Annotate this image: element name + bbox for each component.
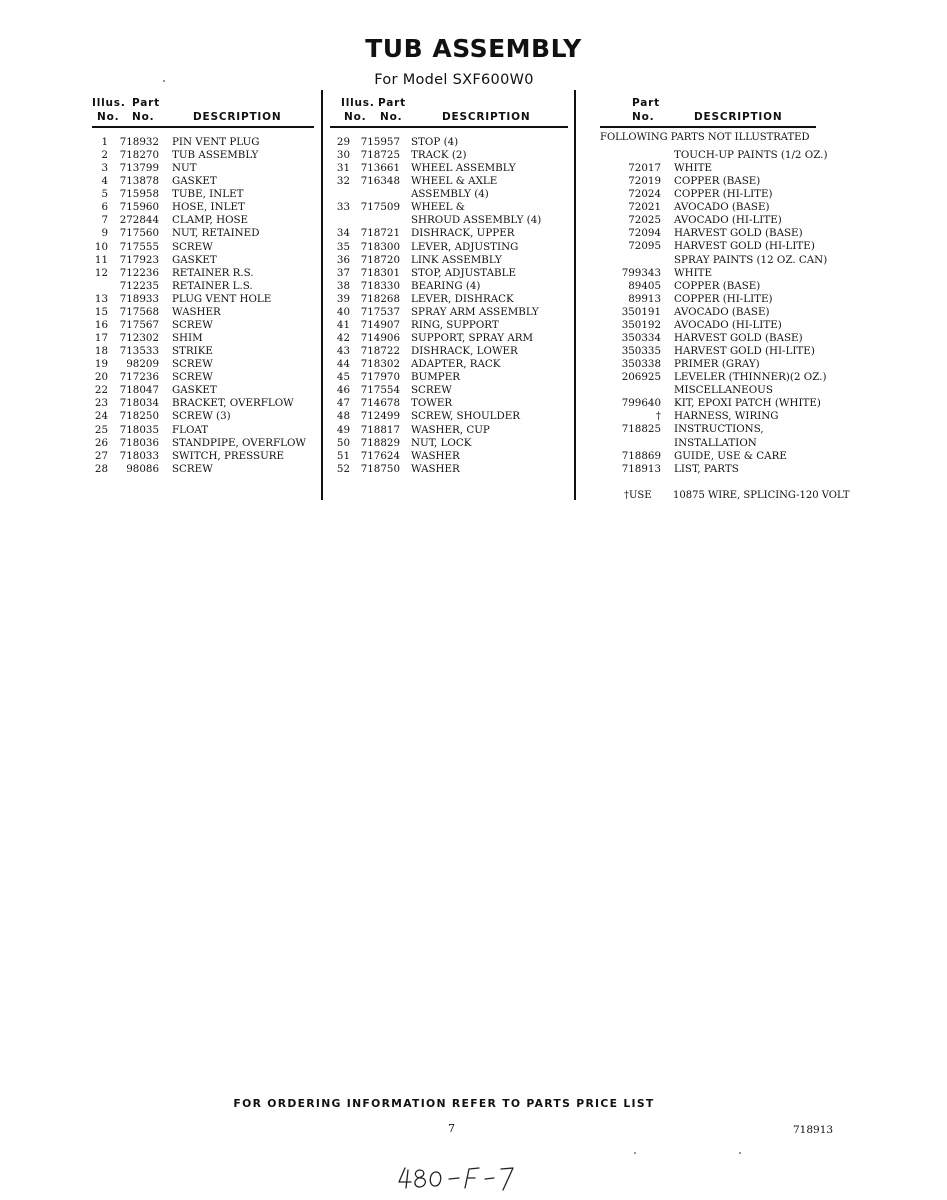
- speck: [634, 1152, 636, 1154]
- part-number: 717555: [119, 240, 159, 253]
- part-number: 718036: [119, 436, 159, 449]
- part-description: RETAINER R.S.: [172, 266, 254, 279]
- part-number: 714907: [360, 318, 400, 331]
- part-description: AVOCADO (HI-LITE): [674, 318, 782, 331]
- part-number: 718869: [621, 449, 661, 462]
- handwritten-note: [395, 1160, 525, 1198]
- illus-number: 24: [94, 410, 108, 423]
- part-number: 72024: [628, 188, 661, 201]
- part-number: 89405: [628, 279, 661, 292]
- part-number: 89913: [628, 292, 661, 305]
- illus-number: 52: [336, 462, 350, 475]
- illus-number: 49: [336, 423, 350, 436]
- illus-number: 27: [94, 449, 108, 462]
- illus-number: 20: [94, 371, 108, 384]
- part-description: INSTRUCTIONS,: [674, 423, 764, 436]
- part-number: 718300: [360, 240, 400, 253]
- part-description: ASSEMBLY (4): [411, 188, 489, 201]
- part-number: 272844: [119, 214, 159, 227]
- part-description: SPRAY PAINTS (12 OZ. CAN): [674, 253, 828, 266]
- part-description: STOP (4): [411, 136, 459, 148]
- part-description: RING, SUPPORT: [411, 318, 499, 331]
- part-description: WHEEL ASSEMBLY: [411, 162, 516, 175]
- part-description: AVOCADO (HI-LITE): [674, 214, 782, 227]
- part-label: Part: [378, 97, 406, 109]
- illus-number: 45: [336, 371, 350, 384]
- part-description: SCREW: [411, 384, 452, 397]
- part-number: 718932: [119, 136, 159, 148]
- illus-number: 23: [94, 397, 108, 410]
- illus-number: 30: [336, 149, 350, 162]
- model-subtitle: For Model SXF600W0: [374, 72, 534, 88]
- illus-number: 2: [101, 149, 108, 162]
- illus-number: 31: [336, 162, 350, 175]
- part-description: SPRAY ARM ASSEMBLY: [411, 305, 539, 318]
- part-description: SUPPORT, SPRAY ARM: [411, 332, 534, 345]
- part-description: ADAPTER, RACK: [411, 358, 501, 371]
- part-number: 717568: [119, 305, 159, 318]
- part-number: 350192: [621, 318, 661, 331]
- illus-number: 37: [336, 266, 350, 279]
- illus-number: 1: [101, 136, 108, 148]
- footnote-text: 10875 WIRE, SPLICING-120 VOLT: [673, 490, 850, 501]
- description-label: DESCRIPTION: [694, 111, 783, 123]
- part-description: WHITE: [674, 266, 713, 279]
- part-number: 715960: [119, 201, 159, 214]
- illus-label: Illus.: [341, 97, 375, 109]
- part-number: 98086: [126, 462, 159, 475]
- part-number: 72025: [628, 214, 661, 227]
- handwritten-note-drawing: [395, 1160, 525, 1194]
- part-description: PRIMER (GRAY): [674, 358, 760, 371]
- part-description: NUT: [172, 162, 197, 175]
- speck: [739, 1152, 741, 1154]
- part-number: 350338: [621, 358, 661, 371]
- illus-number: 22: [94, 384, 108, 397]
- part-description: DISHRACK, UPPER: [411, 227, 515, 240]
- illus-number: 44: [336, 358, 350, 371]
- part-description: GASKET: [172, 253, 217, 266]
- part-number: 718034: [119, 397, 159, 410]
- part-description: AVOCADO (BASE): [674, 201, 770, 214]
- not-illustrated-heading: FOLLOWING PARTS NOT ILLUSTRATED: [600, 132, 810, 143]
- part-number: 718330: [360, 279, 400, 292]
- ordering-footer: FOR ORDERING INFORMATION REFER TO PARTS PRICE LIST: [233, 1097, 655, 1110]
- header-rule-2: [330, 126, 568, 128]
- part-no-label: No.: [132, 111, 155, 123]
- part-number: 206925: [621, 371, 661, 384]
- part-description: COPPER (BASE): [674, 175, 761, 188]
- illus-number: 15: [94, 305, 108, 318]
- illus-number: 11: [94, 253, 108, 266]
- part-number: 718750: [360, 462, 400, 475]
- part-number: 717509: [360, 201, 400, 214]
- part-description: TRACK (2): [411, 149, 467, 162]
- illus-number: 25: [94, 423, 108, 436]
- part-description: SCREW: [172, 318, 213, 331]
- illus-number: 12: [94, 266, 108, 279]
- part-description: HARVEST GOLD (BASE): [674, 227, 803, 240]
- illus-number: 18: [94, 345, 108, 358]
- part-number: 712235: [119, 279, 159, 292]
- part-description: TOWER: [411, 397, 453, 410]
- part-description: LEVELER (THINNER)(2 OZ.): [674, 371, 827, 384]
- illus-number: 6: [101, 201, 108, 214]
- illus-number: 50: [336, 436, 350, 449]
- part-description: LIST, PARTS: [674, 462, 739, 475]
- part-description: WASHER: [411, 462, 460, 475]
- part-description: WASHER: [172, 305, 221, 318]
- part-number: 72094: [628, 227, 661, 240]
- part-number: 712499: [360, 410, 400, 423]
- part-number: 717970: [360, 371, 400, 384]
- part-number: 718721: [360, 227, 400, 240]
- illus-number: 17: [94, 332, 108, 345]
- part-number: 714906: [360, 332, 400, 345]
- part-no-label: No.: [380, 111, 403, 123]
- illus-number: 39: [336, 292, 350, 305]
- part-number: 718829: [360, 436, 400, 449]
- part-number: 718720: [360, 253, 400, 266]
- part-number: 716348: [360, 175, 400, 188]
- part-number: 72095: [628, 240, 661, 253]
- part-description: SHIM: [172, 332, 203, 345]
- part-description: CLAMP, HOSE: [172, 214, 249, 227]
- illus-number: 32: [336, 175, 350, 188]
- part-description: STOP, ADJUSTABLE: [411, 266, 516, 279]
- illus-number: 43: [336, 345, 350, 358]
- part-number: 718301: [360, 266, 400, 279]
- part-number: 715958: [119, 188, 159, 201]
- part-description: RETAINER L.S.: [172, 279, 253, 292]
- part-number: 712236: [119, 266, 159, 279]
- part-number: 713533: [119, 345, 159, 358]
- part-number: 718933: [119, 292, 159, 305]
- part-description: STRIKE: [172, 345, 213, 358]
- part-number: 350191: [621, 305, 661, 318]
- part-description: TOUCH-UP PAINTS (1/2 OZ.): [674, 149, 828, 161]
- part-number: 717537: [360, 305, 400, 318]
- part-description: HOSE, INLET: [172, 201, 245, 214]
- part-number: 718302: [360, 358, 400, 371]
- illus-number: 42: [336, 332, 350, 345]
- part-description: WASHER: [411, 449, 460, 462]
- part-description: COPPER (BASE): [674, 279, 761, 292]
- illus-number: 9: [101, 227, 108, 240]
- part-number: 98209: [126, 358, 159, 371]
- part-description: GASKET: [172, 175, 217, 188]
- part-number: 350335: [621, 345, 661, 358]
- illus-number: 36: [336, 253, 350, 266]
- part-description: WHITE: [674, 162, 713, 175]
- illus-number: 19: [94, 358, 108, 371]
- part-description: AVOCADO (BASE): [674, 305, 770, 318]
- header-rule-1: [92, 126, 314, 128]
- illus-number: 38: [336, 279, 350, 292]
- page-number: 7: [448, 1122, 455, 1135]
- speck: [163, 80, 165, 82]
- illus-number: 40: [336, 305, 350, 318]
- part-number: 717923: [119, 253, 159, 266]
- part-description: SWITCH, PRESSURE: [172, 449, 285, 462]
- part-description: SCREW: [172, 358, 213, 371]
- part-number: 713661: [360, 162, 400, 175]
- part-description: BEARING (4): [411, 279, 481, 292]
- description-label: DESCRIPTION: [193, 111, 282, 123]
- part-number: 72021: [628, 201, 661, 214]
- part-description: HARVEST GOLD (HI-LITE): [674, 345, 815, 358]
- illus-no-label: No.: [97, 111, 120, 123]
- footnote-symbol: †USE: [624, 490, 652, 501]
- illus-number: 51: [336, 449, 350, 462]
- part-description: HARVEST GOLD (HI-LITE): [674, 240, 815, 253]
- part-number: 713799: [119, 162, 159, 175]
- illus-number: 28: [94, 462, 108, 475]
- illus-number: 29: [336, 136, 350, 148]
- part-number: 718725: [360, 149, 400, 162]
- header-rule-3: [600, 126, 816, 128]
- illus-number: 3: [101, 162, 108, 175]
- page-title: TUB ASSEMBLY: [365, 34, 582, 63]
- document-number: 718913: [793, 1124, 834, 1136]
- part-description: LEVER, DISHRACK: [411, 292, 514, 305]
- part-description: GASKET: [172, 384, 217, 397]
- illus-number: 10: [94, 240, 108, 253]
- part-description: BRACKET, OVERFLOW: [172, 397, 294, 410]
- illus-number: 47: [336, 397, 350, 410]
- part-description: INSTALLATION: [674, 436, 757, 449]
- part-description: MISCELLANEOUS: [674, 384, 773, 397]
- part-description: SCREW: [172, 240, 213, 253]
- part-description: HARVEST GOLD (BASE): [674, 331, 803, 344]
- part-description: SCREW: [172, 371, 213, 384]
- part-number: 713878: [119, 175, 159, 188]
- part-description: BUMPER: [411, 371, 460, 384]
- part-number: 718825: [621, 423, 661, 436]
- part-number: 350334: [621, 331, 661, 344]
- illus-label: Illus.: [92, 97, 126, 109]
- part-number: 717554: [360, 384, 400, 397]
- part-no-label: No.: [632, 111, 655, 123]
- illus-number: 16: [94, 318, 108, 331]
- part-description: STANDPIPE, OVERFLOW: [172, 436, 307, 449]
- part-number: 718913: [621, 462, 661, 475]
- part-number: 712302: [119, 332, 159, 345]
- part-number: 718047: [119, 384, 159, 397]
- part-description: WHEEL &: [411, 201, 465, 214]
- part-number: 718722: [360, 345, 400, 358]
- part-description: SCREW (3): [172, 410, 231, 423]
- part-number: 799343: [621, 266, 661, 279]
- column-divider-1: [321, 90, 323, 500]
- part-description: SHROUD ASSEMBLY (4): [411, 214, 542, 227]
- part-description: NUT, RETAINED: [172, 227, 260, 240]
- illus-number: 4: [101, 175, 108, 188]
- illus-number: 48: [336, 410, 350, 423]
- part-description: LEVER, ADJUSTING: [411, 240, 519, 253]
- part-number: 718250: [119, 410, 159, 423]
- part-number: 717236: [119, 371, 159, 384]
- part-description: PLUG VENT HOLE: [172, 292, 272, 305]
- column-divider-2: [574, 90, 576, 500]
- illus-number: 5: [101, 188, 108, 201]
- illus-number: 13: [94, 292, 108, 305]
- part-description: SCREW, SHOULDER: [411, 410, 521, 423]
- part-number: 799640: [621, 397, 661, 410]
- part-description: LINK ASSEMBLY: [411, 253, 502, 266]
- illus-number: 26: [94, 436, 108, 449]
- illus-number: 34: [336, 227, 350, 240]
- part-number: 715957: [360, 136, 400, 148]
- part-description: TUBE, INLET: [172, 188, 244, 201]
- part-number: 717567: [119, 318, 159, 331]
- illus-number: 33: [336, 201, 350, 214]
- part-number: 717560: [119, 227, 159, 240]
- illus-number: 46: [336, 384, 350, 397]
- part-number: 714678: [360, 397, 400, 410]
- part-description: WASHER, CUP: [411, 423, 490, 436]
- part-number: 718817: [360, 423, 400, 436]
- part-number: 718270: [119, 149, 159, 162]
- part-number: 717624: [360, 449, 400, 462]
- illus-number: 7: [101, 214, 108, 227]
- illus-no-label: No.: [344, 111, 367, 123]
- part-number: 72019: [628, 175, 661, 188]
- part-description: NUT, LOCK: [411, 436, 472, 449]
- part-label: Part: [632, 97, 660, 109]
- part-number: †: [655, 410, 661, 423]
- part-description: GUIDE, USE & CARE: [674, 449, 787, 462]
- part-description: WHEEL & AXLE: [411, 175, 498, 188]
- part-description: FLOAT: [172, 423, 209, 436]
- part-number: 718033: [119, 449, 159, 462]
- description-label: DESCRIPTION: [442, 111, 531, 123]
- illus-number: 35: [336, 240, 350, 253]
- part-description: SCREW: [172, 462, 213, 475]
- part-description: KIT, EPOXI PATCH (WHITE): [674, 397, 821, 410]
- part-description: PIN VENT PLUG: [172, 136, 260, 148]
- part-description: HARNESS, WIRING: [674, 410, 779, 423]
- part-number: 718268: [360, 292, 400, 305]
- part-description: TUB ASSEMBLY: [172, 149, 259, 162]
- part-label: Part: [132, 97, 160, 109]
- part-description: DISHRACK, LOWER: [411, 345, 518, 358]
- part-description: COPPER (HI-LITE): [674, 188, 773, 201]
- part-number: 718035: [119, 423, 159, 436]
- part-description: COPPER (HI-LITE): [674, 292, 773, 305]
- illus-number: 41: [336, 318, 350, 331]
- part-number: 72017: [628, 162, 661, 175]
